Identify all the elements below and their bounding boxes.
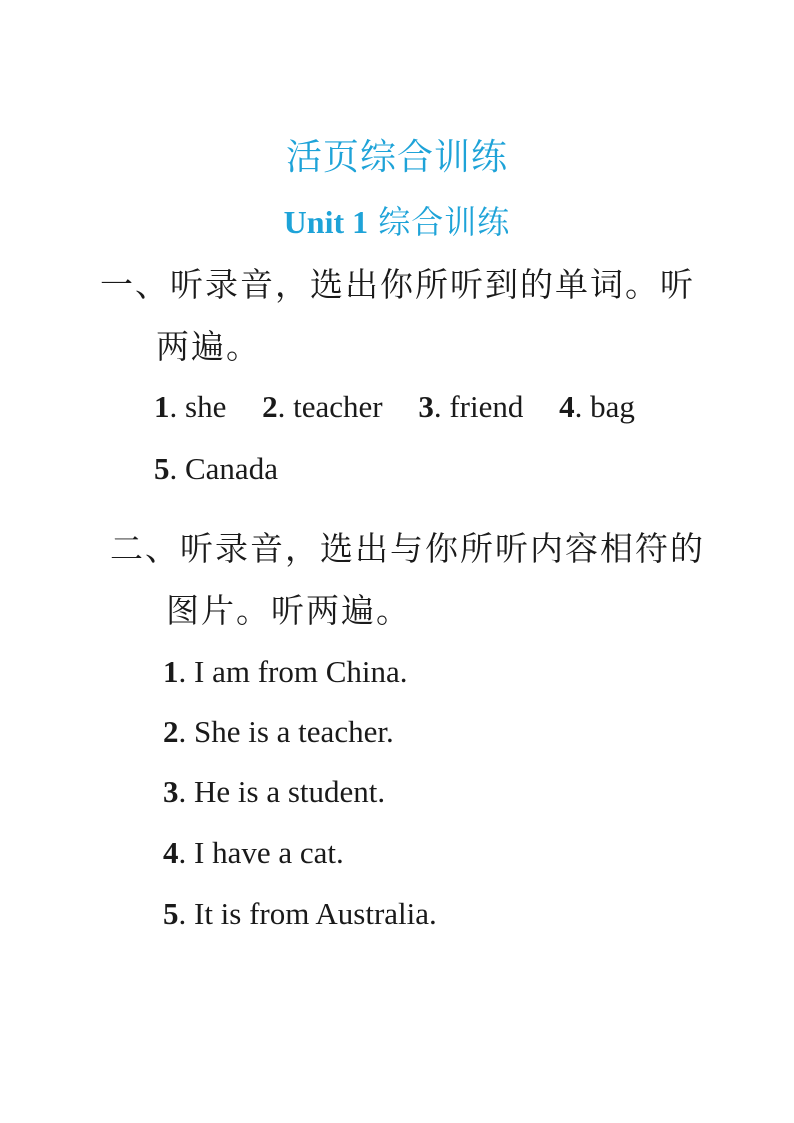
sentence-item [163, 652, 408, 692]
item-text: . She is a teacher. [178, 714, 394, 749]
unit-label: Unit 1 [283, 204, 369, 240]
section-1-word-row-1 [154, 387, 663, 427]
sentence-item [163, 772, 385, 812]
item-number: 4 [559, 389, 575, 424]
sentence-item [163, 833, 344, 873]
item-number: 3 [163, 774, 179, 809]
word-item [154, 449, 278, 489]
item-text: . bag [574, 389, 635, 424]
item-number: 1 [154, 389, 170, 424]
item-text: . He is a student. [178, 774, 386, 809]
item-number: 5 [163, 896, 179, 931]
item-text: . It is from Australia. [178, 896, 437, 931]
item-text: . she [169, 389, 227, 424]
item-number: 4 [163, 835, 179, 870]
item-text: . teacher [277, 389, 383, 424]
item-text: . Canada [169, 451, 278, 486]
sentence-item [163, 894, 437, 934]
item-number: 2 [163, 714, 179, 749]
section-1-word-row-2 [154, 449, 278, 489]
word-item [154, 387, 226, 427]
item-number: 2 [262, 389, 278, 424]
subtitle-text: 综合训练 [378, 203, 511, 241]
section-2-heading-line2: 图片。听两遍。 [166, 591, 411, 630]
item-number: 5 [154, 451, 170, 486]
section-2-heading [110, 518, 720, 642]
word-item [559, 387, 635, 427]
word-item [418, 387, 523, 427]
item-text: . I am from China. [178, 654, 408, 689]
item-text: . I have a cat. [178, 835, 344, 870]
item-number: 1 [163, 654, 179, 689]
page-title: 活页综合训练 [285, 137, 508, 178]
page-subtitle [0, 199, 794, 245]
item-number: 3 [418, 389, 434, 424]
word-item [262, 387, 382, 427]
sentence-item [163, 712, 394, 752]
item-text: . friend [433, 389, 524, 424]
section-1-heading-line1: 一、听录音，选出你所听到的单词。听 [100, 265, 695, 304]
section-1-heading-line2: 两遍。 [156, 327, 261, 366]
section-2-heading-line1: 二、听录音，选出与你所听内容相符的 [110, 529, 705, 568]
section-1-heading [100, 254, 720, 378]
